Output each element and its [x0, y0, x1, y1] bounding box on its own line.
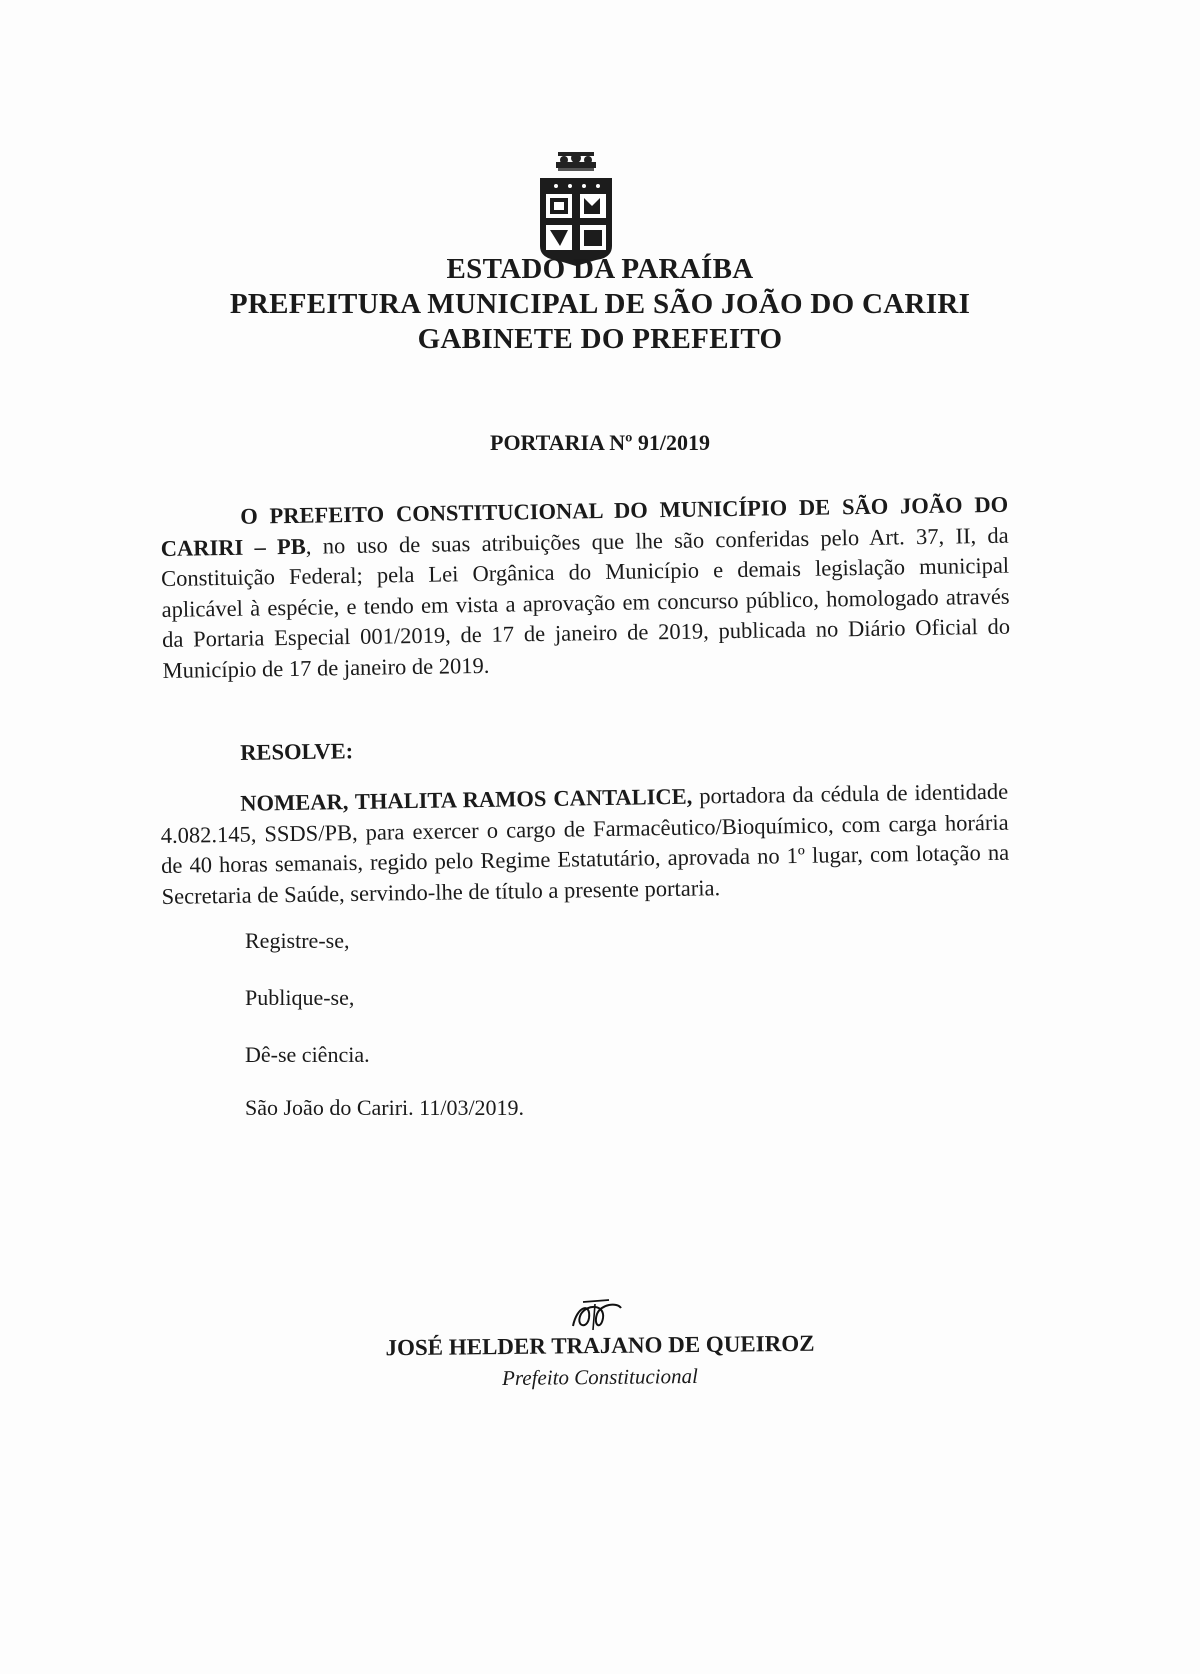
header-state: ESTADO DA PARAÍBA [446, 253, 754, 285]
signer-name: JOSÉ HELDER TRAJANO DE QUEIROZ [385, 1330, 815, 1361]
intro-paragraph [160, 490, 1011, 686]
closing-place-date: São João do Cariri. 11/03/2019. [245, 1095, 525, 1120]
closing-registre: Registre-se, [245, 928, 350, 953]
intro-text: , no uso de suas atribuições que lhe são conferidas pelo Art. 37, II, da Constituição Federal; pela Lei Orgânica do Município e demais legislação municipal aplicável à espécie, e tendo em vista a aprovação em concurso público, homologado através da Portaria Especial 001/2019, de 17 de janeiro de 2019, publicada no Diário Oficial do Município de 17 de janeiro de 2019. [160, 522, 1011, 683]
signature-icon [565, 1296, 625, 1336]
document-header [160, 252, 1040, 357]
coat-of-arms-icon [536, 150, 616, 268]
body-bold-lead: NOMEAR, THALITA RAMOS CANTALICE, [240, 783, 693, 816]
resolve-label: RESOLVE: [240, 738, 354, 765]
header-municipality: PREFEITURA MUNICIPAL DE SÃO JOÃO DO CARIRI [229, 288, 971, 320]
intro-bold-lead: O PREFEITO CONSTITUCIONAL DO MUNICÍPIO DE SÃO JOÃO DO CARIRI – PB [160, 491, 1009, 561]
body-paragraph [160, 777, 1010, 912]
signer-title: Prefeito Constitucional [501, 1363, 699, 1391]
body-text: portadora da cédula de identidade 4.082.145, SSDS/PB, para exercer o cargo de Farmacêutico/Bioquímico, com carga horária de 40 horas semanais, regido pelo Regime Estatutário, aprovada no 1º lugar, com lotação na Secretaria de Saúde, servindo-lhe de título a presente portaria. [160, 778, 1010, 909]
header-office: GABINETE DO PREFEITO [417, 323, 783, 355]
portaria-title: PORTARIA Nº 91/2019 [490, 430, 710, 455]
closing-publique: Publique-se, [245, 985, 355, 1010]
closing-ciencia: Dê-se ciência. [245, 1042, 370, 1067]
